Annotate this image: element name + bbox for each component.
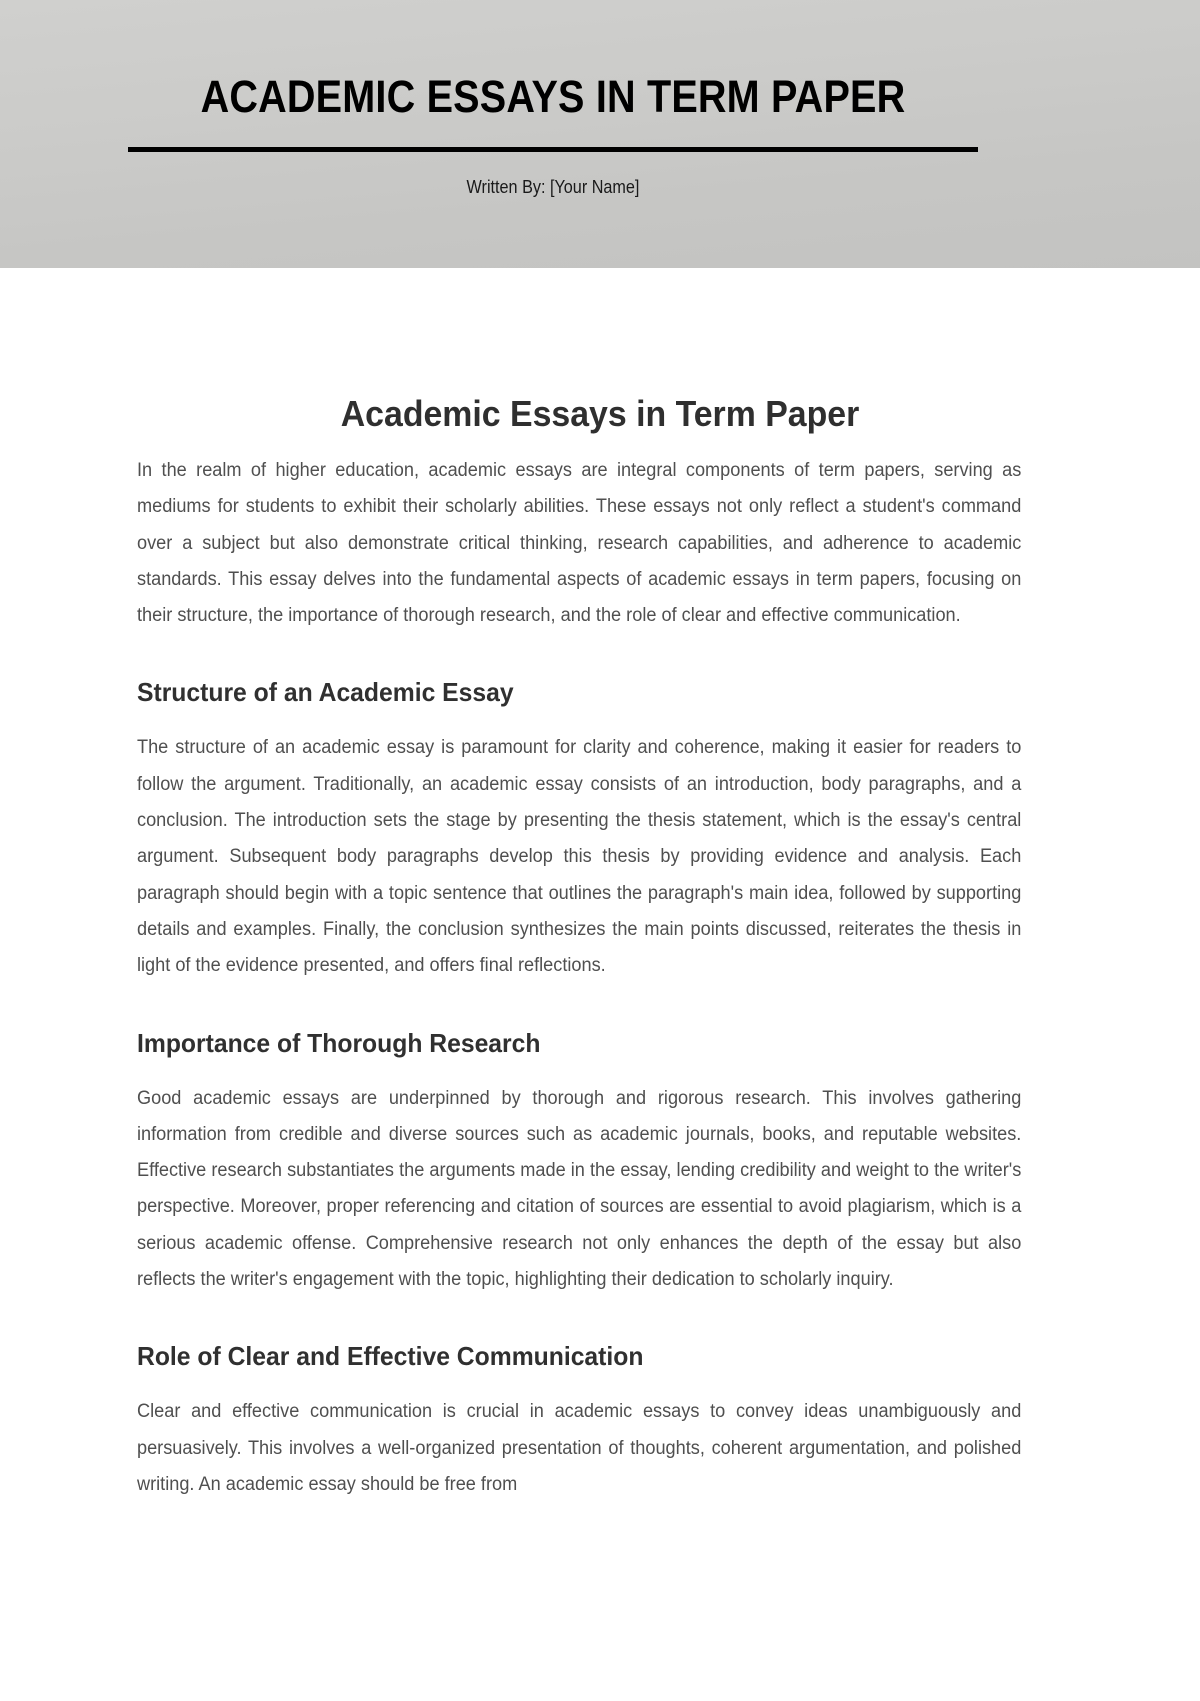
intro-paragraph: In the realm of higher education, academic essays are integral components of term papers, serving as mediums for students to exhibit their scholarly abilities. These essays not only reflect a student's command over a subject but also demonstrate critical thinking, research capabilities, and adherence to academic standards. This essay delves into the fundamental aspects of academic essays in term papers, focusing on their structure, the importance of thorough research, and the role of clear and effective communication.: [137, 460, 1022, 627]
cover-inner: [128, 0, 978, 268]
cover-divider-rule: [128, 147, 978, 152]
section-heading-research: Importance of Thorough Research: [137, 1027, 541, 1058]
section-heading-structure: Structure of an Academic Essay: [137, 677, 514, 708]
document-title: Academic Essays in Term Paper: [340, 393, 860, 434]
section-paragraph-structure: The structure of an academic essay is paramount for clarity and coherence, making it easier for readers to follow the argument. Traditionally, an academic essay consists of an introduction, body paragraphs, and a conclusion. The introduction sets the stage by presenting the thesis statement, which is the essay's central argument. Subsequent body paragraphs develop this thesis by providing evidence and analysis. Each paragraph should begin with a topic sentence that outlines the paragraph's main idea, followed by supporting details and examples. Finally, the conclusion synthesizes the main points discussed, reiterates the thesis in light of the evidence presented, and offers final reflections.: [137, 737, 1022, 977]
cover-header-band: [0, 0, 1200, 268]
document-page: [0, 268, 1200, 1503]
document-column: [137, 393, 1063, 1503]
section-paragraph-research: Good academic essays are underpinned by thorough and rigorous research. This involves gathering information from credible and diverse sources such as academic journals, books, and reputable websites. Effective research substantiates the arguments made in the essay, lending credibility and weight to the writer's perspective. Moreover, proper referencing and citation of sources are essential to avoid plagiarism, which is a serious academic offense. Comprehensive research not only enhances the depth of the essay but also reflects the writer's engagement with the topic, highlighting their dedication to scholarly inquiry.: [137, 1087, 1022, 1291]
cover-title: ACADEMIC ESSAYS IN TERM PAPER: [200, 71, 906, 122]
cover-author-line: Written By: [Your Name]: [466, 177, 640, 197]
section-heading-communication: Role of Clear and Effective Communication: [137, 1341, 644, 1372]
section-paragraph-communication: Clear and effective communication is crucial in academic essays to convey ideas unambiguously and persuasively. This involves a well-organized presentation of thoughts, coherent argumentation, and polished writing. An academic essay should be free from: [137, 1401, 1022, 1495]
